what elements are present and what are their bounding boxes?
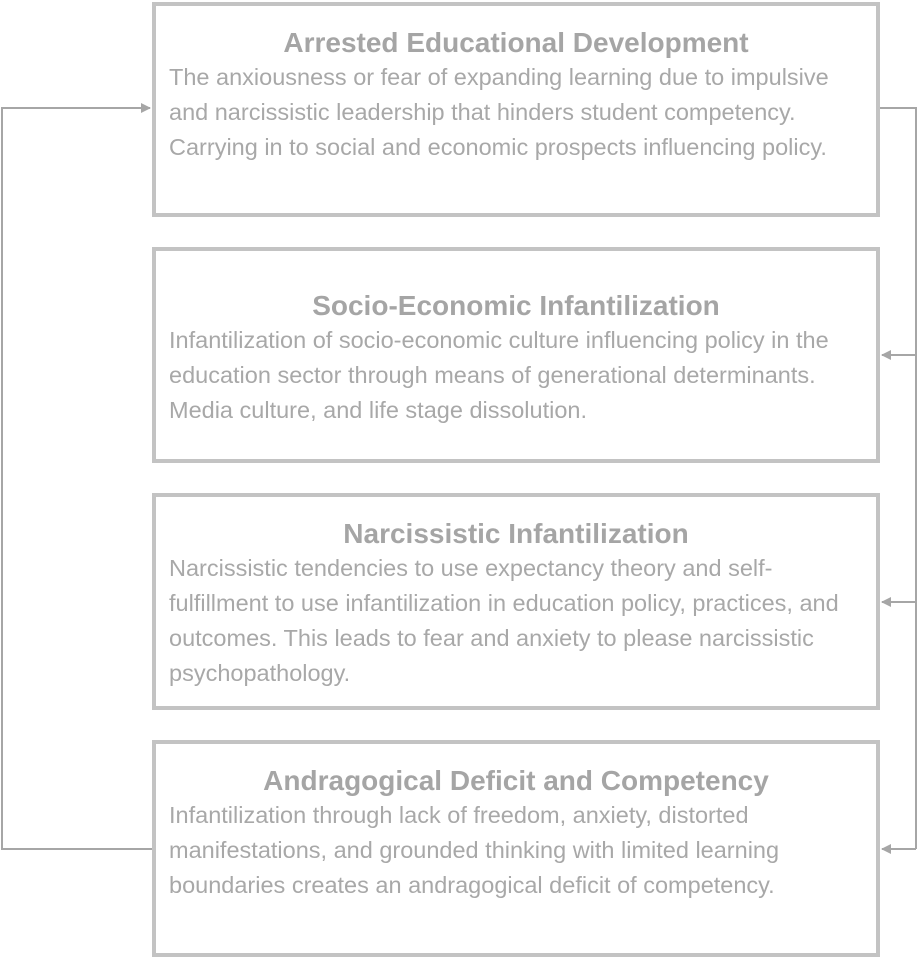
feedback-loop-connector [2,108,152,849]
box-narcissistic-infantilization [152,493,880,710]
box-andragogical-deficit-and-competency [152,740,880,957]
box-description: Infantilization of socio-economic culture influencing policy in the education sector through means of generational determinants. Media culture, and life stage dissolution. [169,327,829,423]
box-title: Arrested Educational Development [283,27,749,58]
box-title: Andragogical Deficit and Competency [263,765,769,796]
box-socio-economic-infantilization [152,247,880,463]
box-title: Socio-Economic Infantilization [312,290,720,321]
right-trunk-connector [880,108,916,849]
box-description: The anxiousness or fear of expanding learning due to impulsive and narcissistic leadership that hinders student competency. Carrying in to social and economic prospects influencing policy. [169,64,829,160]
box-description: Infantilization through lack of freedom, anxiety, distorted manifestations, and grounded thinking with limited learning boundaries creates an andragogical deficit of competency. [169,802,780,898]
box-description: Narcissistic tendencies to use expectancy theory and self-fulfillment to use infantilization in education policy, practices, and outcomes. This leads to fear and anxiety to please narcissistic psychopathology. [169,555,839,686]
box-arrested-educational-development [152,2,880,217]
box-title: Narcissistic Infantilization [343,518,689,549]
